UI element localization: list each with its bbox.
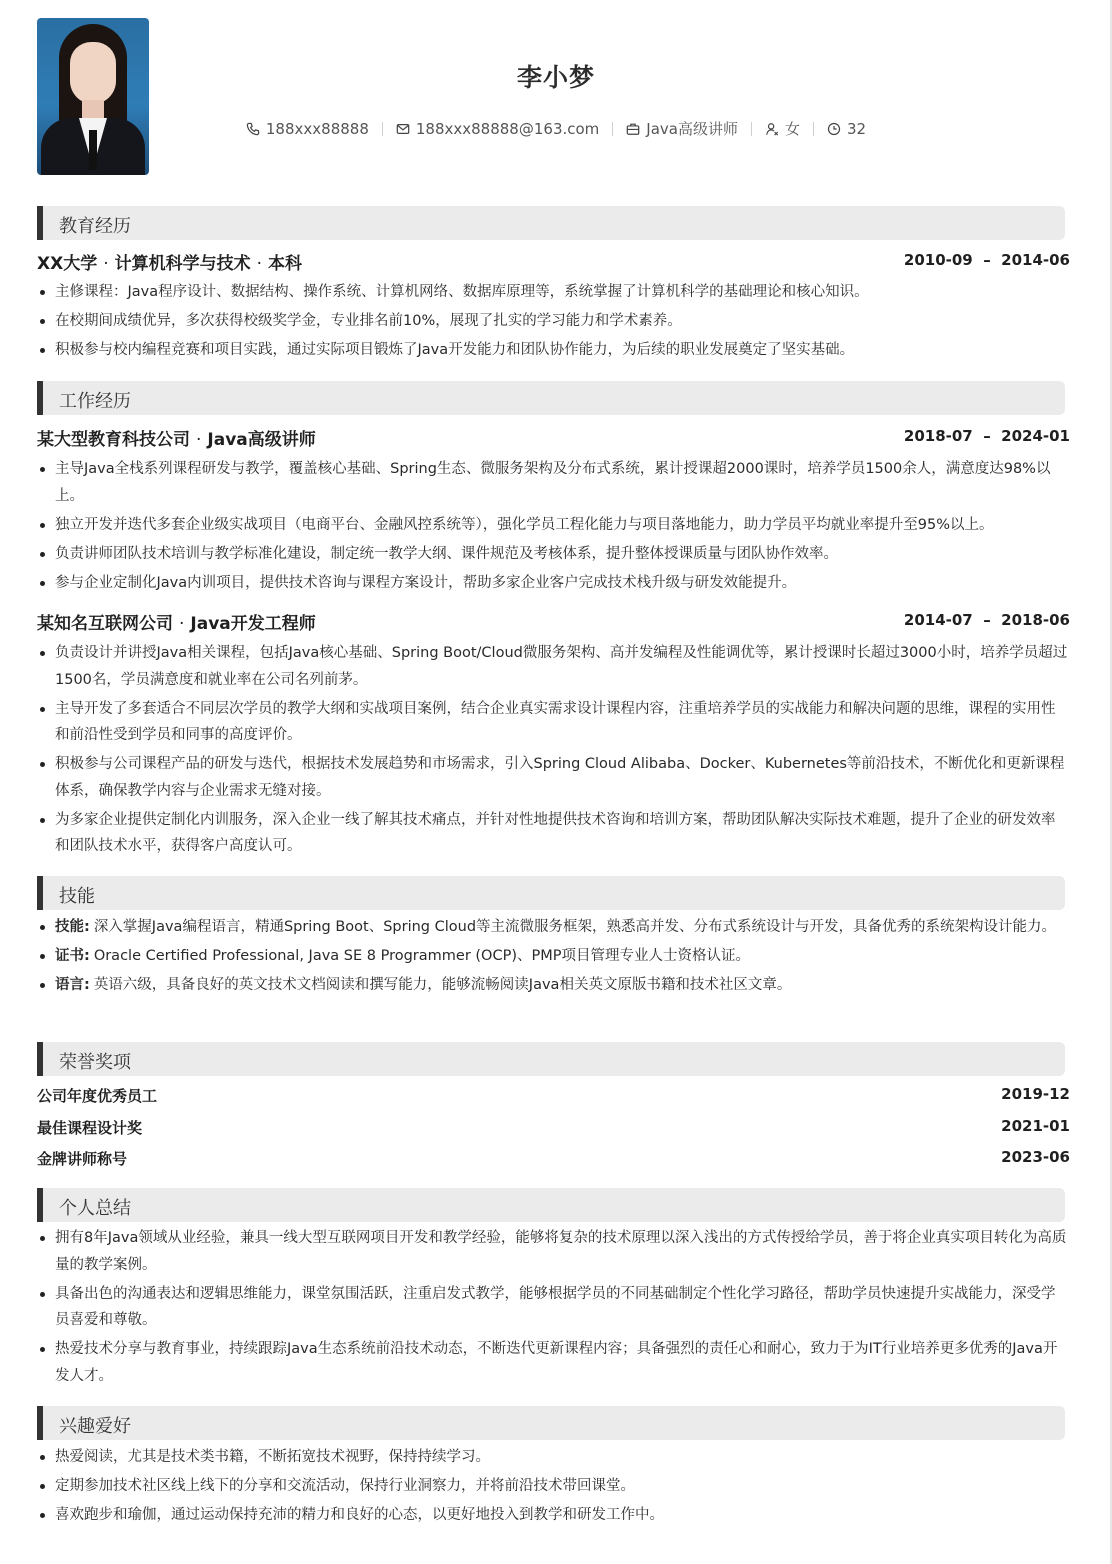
job-text: Java高级讲师 (646, 120, 738, 138)
list-item: 主修课程：Java程序设计、数据结构、操作系统、计算机网络、数据库原理等，系统掌握了计算机科学的基础理论和核心知识。 (37, 279, 1069, 306)
job-list (37, 640, 1069, 862)
list-item: 积极参与校内编程竞赛和项目实践，通过实际项目锻炼了Java开发能力和团队协作能力，为后续的职业发展奠定了坚实基础。 (37, 337, 1069, 364)
contact-bar (0, 118, 1112, 139)
award-row: 最佳课程设计奖 2021-01 (37, 1117, 1070, 1137)
list-item: 独立开发并迭代多套企业级实战项目（电商平台、金融风控系统等），强化学员工程化能力与项目落地能力，助力学员平均就业率提升至95%以上。 (37, 512, 1069, 539)
phone-icon (246, 122, 260, 136)
person-name: 李小梦 (516, 63, 595, 92)
hobbies-list (37, 1444, 1069, 1531)
education-list (37, 279, 1069, 366)
education-date: 2010-09 – 2014-06 (903, 251, 1070, 269)
profile-photo (37, 18, 149, 175)
contact-gender (765, 118, 800, 139)
separator (612, 122, 613, 136)
list-item: 证书: Oracle Certified Professional, Java SE 8 Programmer (OCP)、PMP项目管理专业人士资格认证。 (37, 943, 1069, 970)
list-item: 在校期间成绩优异，多次获得校级奖学金，专业排名前10%，展现了扎实的学习能力和学术素养。 (37, 308, 1069, 335)
age-text: 32 (847, 119, 867, 138)
list-item: 喜欢跑步和瑜伽，通过运动保持充沛的精力和良好的心态，以更好地投入到教学和研发工作中。 (37, 1502, 1069, 1529)
education-title: XX大学 · 计算机科学与技术 · 本科 (37, 254, 303, 274)
award-row: 金牌讲师称号 2023-06 (37, 1148, 1070, 1168)
job-list (37, 456, 1069, 599)
separator (382, 122, 383, 136)
list-item: 语言: 英语六级，具备良好的英文技术文档阅读和撰写能力，能够流畅阅读Java相关英文原版书籍和技术社区文章。 (37, 972, 1069, 999)
list-item: 具备出色的沟通表达和逻辑思维能力，课堂氛围活跃，注重启发式教学，能够根据学员的不同基础制定个性化学习路径，帮助学员快速提升实战能力，深受学员喜爱和尊敬。 (37, 1281, 1069, 1334)
contact-job (626, 118, 738, 139)
section-heading-work: 工作经历 (37, 381, 1065, 415)
mail-icon (396, 122, 410, 136)
contact-age (827, 120, 866, 138)
job-title: 某知名互联网公司 · Java开发工程师 (37, 614, 316, 634)
list-item: 积极参与公司课程产品的研发与迭代，根据技术发展趋势和市场需求，引入Spring Cloud Alibaba、Docker、Kubernetes等前沿技术，不断优化和更新课程体系，确保教学内容与企业需求无缝对接。 (37, 751, 1069, 804)
summary-list (37, 1225, 1069, 1392)
list-item: 热爱阅读，尤其是技术类书籍，不断拓宽技术视野，保持持续学习。 (37, 1444, 1069, 1471)
list-item: 为多家企业提供定制化内训服务，深入企业一线了解其技术痛点，并针对性地提供技术咨询和培训方案，帮助团队解决实际技术难题，提升了企业的研发效率和团队技术水平，获得客户高度认可。 (37, 807, 1069, 860)
email-text: 188xxx88888@163.com (415, 119, 600, 138)
award-row: 公司年度优秀员工 2019-12 (37, 1085, 1070, 1105)
list-item: 负责设计并讲授Java相关课程，包括Java核心基础、Spring Boot/Cloud微服务架构、高并发编程及性能调优等，累计授课时长超过3000小时，培养学员超过1500名，学员满意度和就业率在公司名列前茅。 (37, 640, 1069, 693)
gender-text: 女 (784, 120, 800, 138)
phone-text: 188xxx88888 (265, 119, 369, 138)
list-item: 主导开发了多套适合不同层次学员的教学大纲和实战项目案例，结合企业真实需求设计课程内容，注重培养学员的实战能力和解决问题的思维，课程的实用性和前沿性受到学员和同事的高度评价。 (37, 696, 1069, 749)
section-heading-summary: 个人总结 (37, 1188, 1065, 1222)
section-heading-skills: 技能 (37, 876, 1065, 910)
section-heading-hobbies: 兴趣爱好 (37, 1406, 1065, 1440)
list-item: 负责讲师团队技术培训与教学标准化建设，制定统一教学大纲、课件规范及考核体系，提升整体授课质量与团队协作效率。 (37, 541, 1069, 568)
section-heading-education: 教育经历 (37, 206, 1065, 240)
job-title: 某大型教育科技公司 · Java高级讲师 (37, 430, 316, 450)
major-name: 计算机科学与技术 (114, 254, 251, 274)
user-icon (765, 122, 779, 136)
contact-email (396, 120, 599, 138)
list-item: 主导Java全栈系列课程研发与教学，覆盖核心基础、Spring生态、微服务架构及分布式系统，累计授课超2000课时，培养学员1500余人，满意度达98%以上。 (37, 456, 1069, 509)
list-item: 参与企业定制化Java内训项目，提供技术咨询与课程方案设计，帮助多家企业客户完成技术栈升级与研发效能提升。 (37, 570, 1069, 597)
job-date: 2018-07 – 2024-01 (903, 427, 1070, 445)
separator (751, 122, 752, 136)
clock-icon (827, 122, 841, 136)
degree-name: 本科 (268, 254, 303, 274)
contact-phone (246, 120, 369, 138)
briefcase-icon (626, 122, 640, 136)
list-item: 热爱技术分享与教育事业，持续跟踪Java生态系统前沿技术动态，不断迭代更新课程内容；具备强烈的责任心和耐心，致力于为IT行业培养更多优秀的Java开发人才。 (37, 1336, 1069, 1389)
list-item: 技能: 深入掌握Java编程语言，精通Spring Boot、Spring Cloud等主流微服务框架，熟悉高并发、分布式系统设计与开发，具备优秀的系统架构设计能力。 (37, 914, 1069, 941)
job-date: 2014-07 – 2018-06 (903, 611, 1070, 629)
skills-list (37, 914, 1069, 1001)
separator (813, 122, 814, 136)
list-item: 拥有8年Java领域从业经验，兼具一线大型互联网项目开发和教学经验，能够将复杂的技术原理以深入浅出的方式传授给学员，善于将企业真实项目转化为高质量的教学案例。 (37, 1225, 1069, 1278)
school-name: XX大学 (37, 254, 98, 274)
list-item: 定期参加技术社区线上线下的分享和交流活动，保持行业洞察力，并将前沿技术带回课堂。 (37, 1473, 1069, 1500)
section-heading-awards: 荣誉奖项 (37, 1042, 1065, 1076)
